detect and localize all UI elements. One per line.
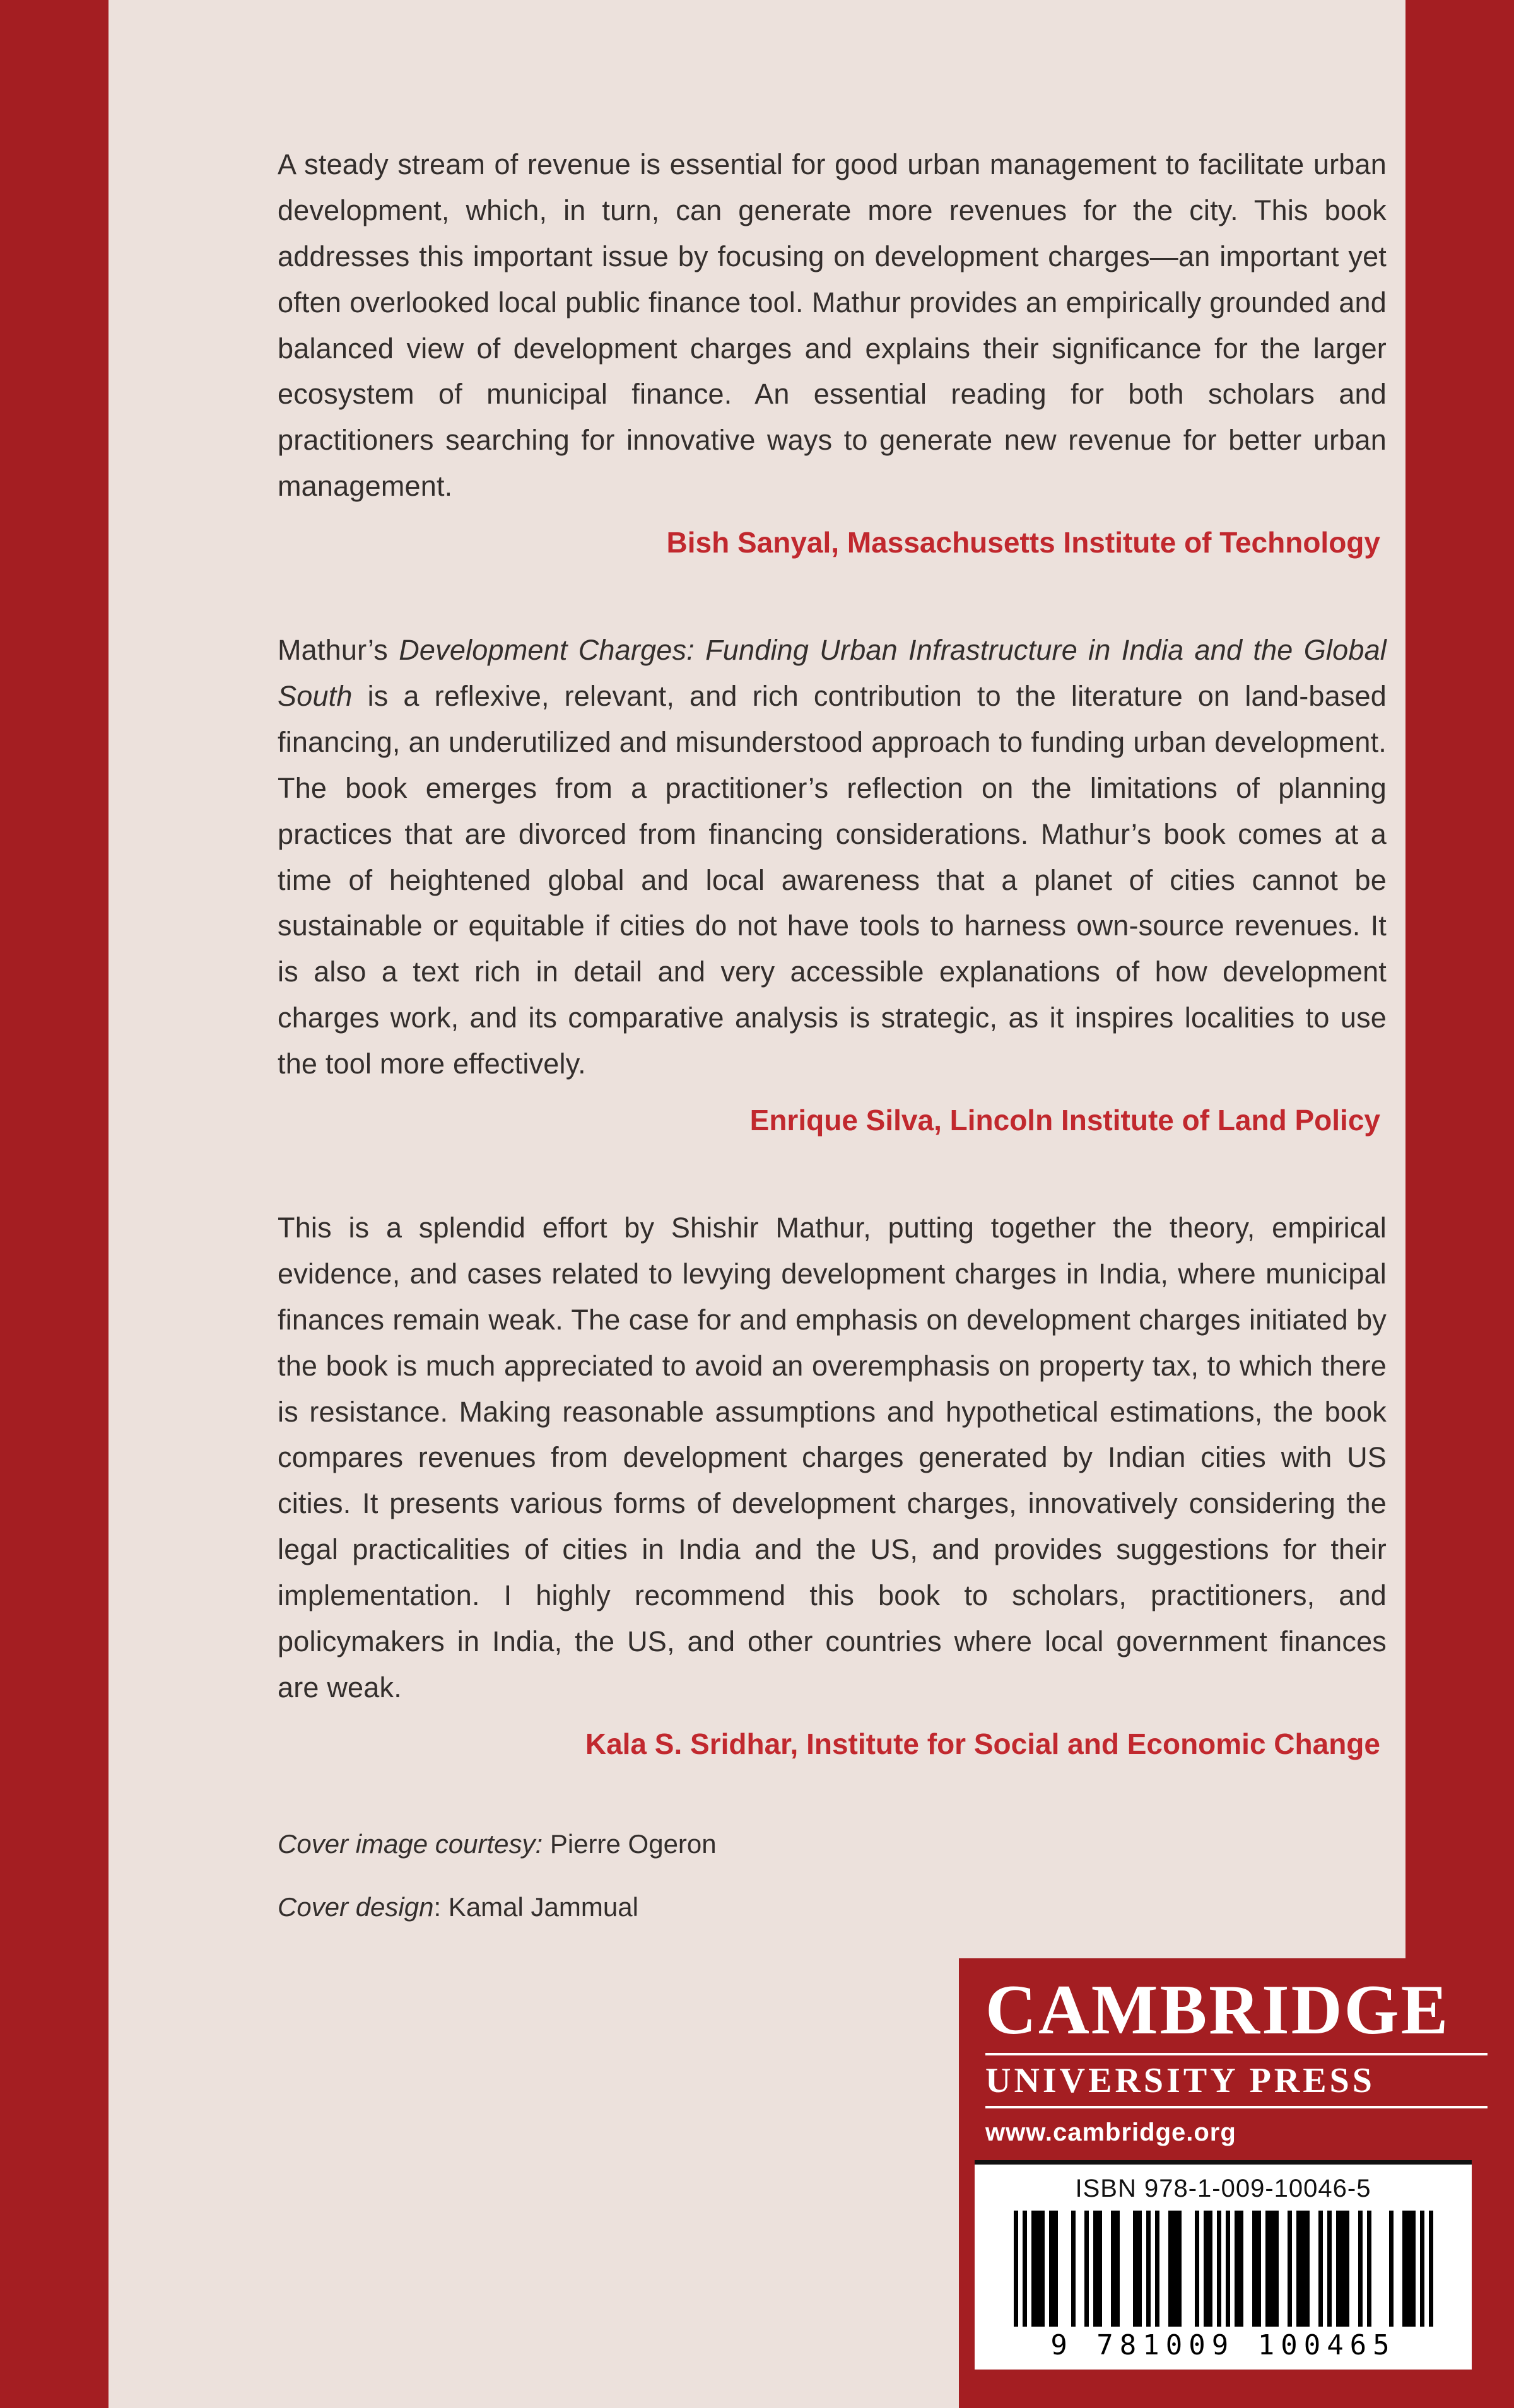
- cover-image-credit-label: Cover image courtesy:: [278, 1828, 543, 1859]
- endorsements-content: [109, 0, 1405, 1922]
- logo-divider-bottom: [985, 2106, 1488, 2108]
- endorsement-2-lead: Mathur’s: [278, 634, 399, 667]
- book-title-italic: Development Charges: Funding Urban Infrastructure in India and the Global South: [278, 634, 1387, 713]
- publisher-subname: UNIVERSITY PRESS: [985, 2060, 1375, 2100]
- endorsement-2-rest: is a reflexive, relevant, and rich contribution to the literature on land-based financing, an underutilized and misunderstood approach to funding urban development. The book emerges from a practitioner’s reflection on the limitations of planning practices that are divorced from financing considerations. Mathur’s book comes at a time of heightened global and local awareness that a planet of cities cannot be sustainable or equitable if cities do not have tools to harness own-source revenues. It is also a text rich in detail and very accessible explanations of how development charges work, and its comparative analysis is strategic, as it inspires localities to use the tool more effectively.: [278, 680, 1387, 1080]
- endorsement-3: [278, 1205, 1387, 1766]
- endorsement-2-attribution: Enrique Silva, Lincoln Institute of Land Policy: [749, 1104, 1380, 1137]
- publisher-name: CAMBRIDGE: [985, 1971, 1450, 2049]
- endorsement-1-text: A steady stream of revenue is essential for good urban management to facilitate urban development, which, in turn, can generate more revenues for the city. This book addresses this important issue by focusing on development charges—an important yet often overlooked local public finance tool. Mathur provides an empirically grounded and balanced view of development charges and explains their significance for the larger ecosystem of municipal finance. An essential reading for both scholars and practitioners searching for innovative ways to generate new revenue for better urban management.: [278, 148, 1387, 503]
- cambridge-logo: [959, 1958, 1514, 2151]
- endorsement-1: [278, 142, 1387, 564]
- cover-image-credit: [278, 1829, 1387, 1859]
- left-red-border: [0, 0, 109, 2408]
- cover-design-credit: [278, 1892, 1387, 1922]
- isbn-digits: 9 781009 100465: [1050, 2329, 1396, 2361]
- barcode: [1002, 2211, 1444, 2327]
- isbn-box: [975, 2160, 1472, 2370]
- cover-image-credit-value: Pierre Ogeron: [549, 1828, 717, 1859]
- cover-design-credit-value: : Kamal Jammual: [433, 1891, 638, 1922]
- isbn-label: ISBN 978-1-009-10046-5: [1075, 2175, 1371, 2202]
- endorsement-1-attribution: Bish Sanyal, Massachusetts Institute of Technology: [666, 526, 1380, 559]
- endorsement-2: [278, 628, 1387, 1142]
- endorsement-3-text: This is a splendid effort by Shishir Mathur, putting together the theory, empirical evidence, and cases related to levying development charges in India, where municipal finances remain weak. The case for and emphasis on development charges initiated by the book is much appreciated to avoid an overemphasis on property tax, to which there is resistance. Making reasonable assumptions and hypothetical estimations, the book compares revenues from development charges generated by Indian cities with US cities. It presents various forms of development charges, innovatively considering the legal practicalities of cities in India and the US, and provides suggestions for their implementation. I highly recommend this book to scholars, practitioners, and policymakers in India, the US, and other countries where local government finances are weak.: [278, 1212, 1387, 1704]
- logo-divider-top: [985, 2053, 1488, 2055]
- credits: [278, 1829, 1387, 1922]
- publisher-url: www.cambridge.org: [985, 2118, 1236, 2146]
- endorsement-2-text: [278, 628, 1387, 1087]
- publisher-block: [959, 1958, 1514, 2408]
- cover-design-credit-label: Cover design: [278, 1891, 434, 1922]
- endorsement-3-attribution: Kala S. Sridhar, Institute for Social and Economic Change: [585, 1727, 1380, 1760]
